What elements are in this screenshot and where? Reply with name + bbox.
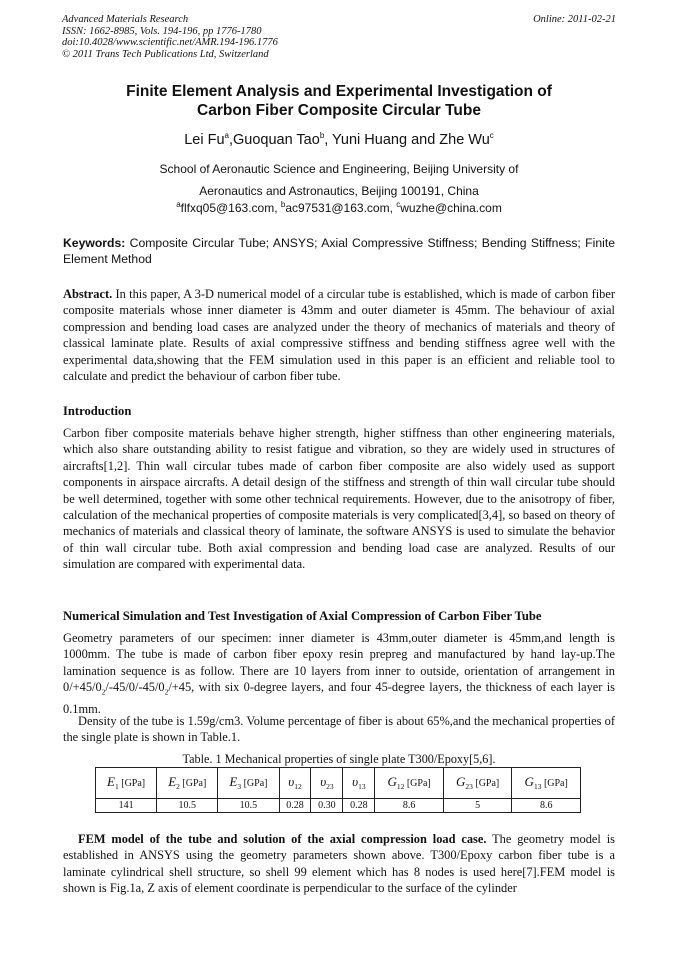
fem-paragraph (63, 831, 615, 897)
author-marker: c (489, 131, 494, 141)
abstract (63, 286, 615, 384)
table-value-cell: 5 (443, 799, 512, 813)
symbol: E (168, 774, 177, 790)
symbol-subscript: 12 (396, 782, 405, 792)
affiliation-line-1: School of Aeronautic Science and Engineering, Beijing University of (159, 162, 519, 176)
author-name: , Yuni Huang and Zhe Wu (324, 132, 490, 148)
subscript: 2 (101, 687, 106, 697)
author-marker: b (319, 131, 325, 141)
abstract-text: In this paper, A 3-D numerical model of a circular tube is established, which is made of carbon fiber composite materials whose inner diameter is 43mm and outer diameter is 45mm. The behaviour of axial compression and bending load cases are analyzed under the theory of mechanics of materials and theory of classical laminate plate. Results of axial compressive stiffness and bending stiffness agree well with the experimental data,showing that the FEM simulation used in this paper is an efficient and reliable tool to calculate and predict the behaviour of carbon fiber tube. (63, 287, 615, 384)
table-value-cell: 0.28 (343, 799, 375, 813)
unit: [GPa] (404, 778, 431, 790)
table-caption: Table. 1 Mechanical properties of single plate T300/Epoxy[5,6]. (182, 752, 496, 766)
email-address: ac97531@163.com, (285, 201, 397, 215)
introduction-text: Carbon fiber composite materials behave higher strength, higher stiffness than other engineering materials, which also share outstanding ability to resist fatigue and vibration, so they are widely used in structures of aircrafts[1,2]. Thin wall circular tubes made of carbon fiber composite are also widely used as support components in airspace aircrafts. A detail design of the stiffness and strength of thin wall circular tube should be well determined, together with some other technical requirements. However, due to the anisotropy of fiber, calculation of the mechanical properties of composite materials is very complicated[3,4], so based on theory of mechanics of materials and classical theory of laminate, the software ANSYS is used to simulate the behavior of thin wall circular tube. Both axial compression and bending load case are analyzed. Results of our simulation are compared with experimental data. (63, 426, 615, 572)
author-marker: a (224, 131, 229, 141)
table-header-cell (218, 768, 279, 799)
symbol: G (524, 774, 534, 790)
title-line-2: Carbon Fiber Composite Circular Tube (197, 102, 481, 119)
table-value-cell: 10.5 (157, 799, 218, 813)
introduction-heading: Introduction (63, 404, 132, 418)
online-date: Online: 2011-02-21 (533, 14, 616, 25)
symbol-subscript: 3 (237, 782, 242, 792)
table-header-cell (343, 768, 375, 799)
symbol-subscript: 23 (465, 782, 473, 792)
affiliation-line-2: Aeronautics and Astronautics, Beijing 100191, China (199, 184, 479, 198)
table-header-cell (311, 768, 343, 799)
table-value-cell: 141 (96, 799, 157, 813)
author-name: ,Guoquan Tao (228, 132, 320, 148)
table-header-cell (279, 768, 311, 799)
keywords-text: Composite Circular Tube; ANSYS; Axial Compressive Stiffness; Bending Stiffness; Finite Element Method (63, 236, 615, 266)
journal-name: Advanced Materials Research (62, 14, 189, 25)
geometry-text: Geometry parameters of our specimen: inner diameter is 43mm,outer diameter is 45mm,and length is 1000mm. The tube is made of carbon fiber epoxy resin prepreg and manufactured by hand lay-up.The lamination sequence is as follow. There are 10 layers from inner to outside, orientation of arrangement in 0/+45/0 (63, 631, 615, 695)
keywords-label: Keywords: (63, 236, 126, 250)
unit: [GPa] (241, 778, 268, 790)
symbol-subscript: 13 (533, 782, 542, 792)
symbol-subscript: 13 (358, 782, 366, 792)
issn-line: ISSN: 1662-8985, Vols. 194-196, pp 1776-1780 (62, 25, 262, 37)
author-emails (62, 201, 616, 215)
table-value-cell: 8.6 (512, 799, 581, 813)
symbol-subscript: 12 (294, 782, 302, 792)
density-paragraph: Density of the tube is 1.59g/cm3. Volume percentage of fiber is about 65%,and the mechanical properties of the single plate is shown in Table.1. (63, 714, 615, 745)
email-marker: a (176, 200, 181, 209)
symbol: υ (352, 774, 359, 790)
geometry-text: /+45, with six 0-degree layers, and four 45-degree layers, the thickness of each layer is 0.1mm. (63, 680, 615, 717)
fem-text: The geometry model is established in ANSYS using the geometry parameters shown above. T300/Epoxy carbon fiber tube is a laminate cylindrical shell structure, so shell 99 element which has 8 nodes is used here[7].FEM model is shown is Fig.1a, Z axis of element coordinate is perpendicular to the surface of the cylinder (63, 832, 615, 896)
table-value-cell: 8.6 (375, 799, 444, 813)
table-header-cell (443, 768, 512, 799)
table-header-cell (512, 768, 581, 799)
properties-table (95, 767, 581, 813)
email-address: wuzhe@china.com (400, 201, 502, 215)
author-name: Lei Fu (184, 132, 225, 148)
unit: [GPa] (472, 778, 500, 790)
author-list (62, 132, 616, 148)
journal-header (62, 14, 278, 60)
symbol-subscript: 2 (176, 782, 180, 792)
table-header-cell (375, 768, 444, 799)
table-value-cell: 0.30 (311, 799, 343, 813)
keywords (63, 235, 615, 267)
geometry-paragraph (63, 630, 615, 718)
email-marker: c (396, 200, 401, 209)
affiliation (62, 158, 616, 202)
email-marker: b (280, 200, 286, 209)
unit: [GPa] (179, 778, 207, 790)
paper-title (62, 82, 616, 120)
table-header-cell (157, 768, 218, 799)
symbol-subscript: 23 (326, 782, 334, 792)
doi-line: doi:10.4028/www.scientific.net/AMR.194-196.1776 (62, 37, 278, 49)
copyright-line: © 2011 Trans Tech Publications Ltd, Switzerland (62, 48, 269, 60)
unit: [GPa] (118, 778, 146, 790)
table-value-row (96, 799, 581, 813)
table-value-cell: 10.5 (218, 799, 279, 813)
symbol: υ (320, 774, 327, 790)
symbol: E (107, 774, 115, 790)
title-line-1: Finite Element Analysis and Experimental Investigation of (126, 83, 552, 100)
table-header-cell (96, 768, 157, 799)
symbol: υ (288, 774, 295, 790)
symbol: G (387, 774, 397, 790)
table-value-cell: 0.28 (279, 799, 311, 813)
table-header-row (96, 768, 581, 799)
geometry-text: /-45/0/-45/0 (105, 680, 165, 695)
symbol: E (229, 774, 238, 790)
abstract-label: Abstract. (63, 287, 113, 301)
unit: [GPa] (541, 778, 568, 790)
subscript: 2 (164, 687, 169, 697)
section-heading: Numerical Simulation and Test Investigation of Axial Compression of Carbon Fiber Tube (63, 609, 542, 623)
email-address: flfxq05@163.com, (180, 201, 281, 215)
symbol-subscript: 1 (114, 782, 119, 792)
symbol: G (455, 774, 466, 790)
fem-label: FEM model of the tube and solution of the axial compression load case. (78, 832, 487, 846)
